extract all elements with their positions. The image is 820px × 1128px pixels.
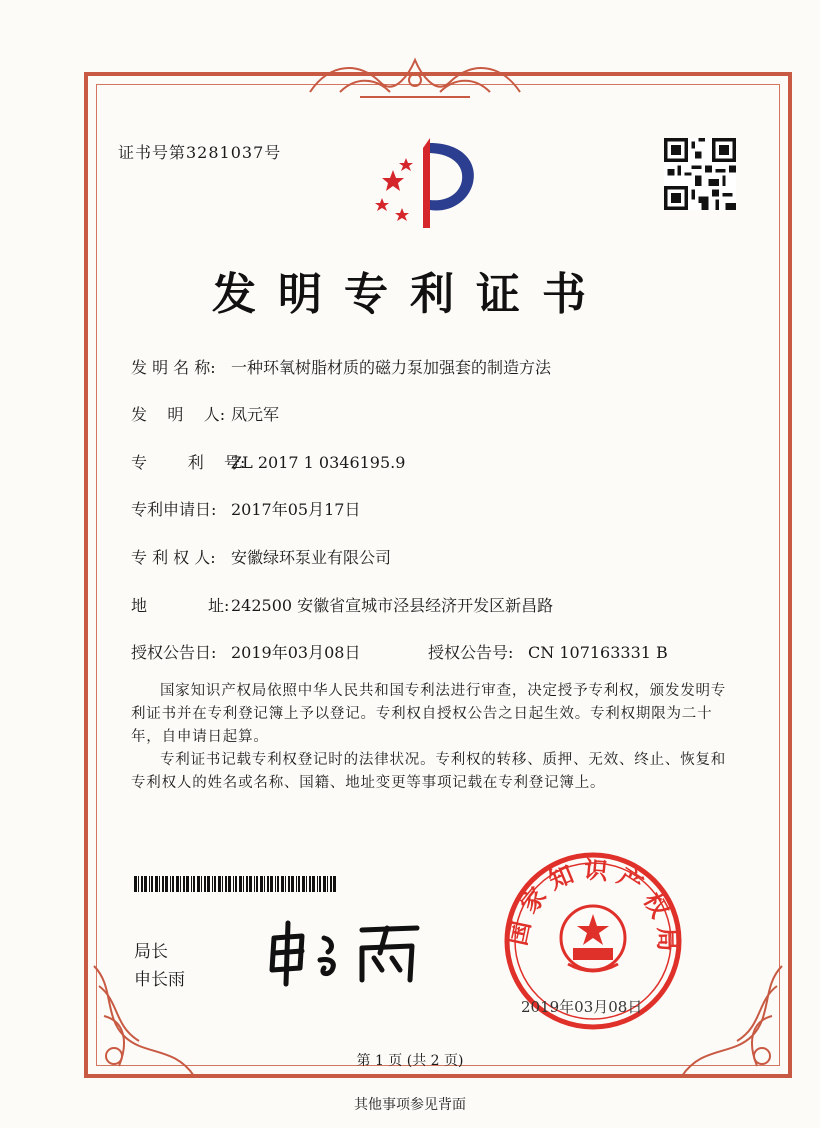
field-value: 242500 安徽省宣城市泾县经济开发区新昌路 bbox=[231, 596, 554, 615]
field-grant-date bbox=[131, 640, 360, 663]
footer-note: 其他事项参见背面 bbox=[354, 1097, 466, 1113]
field-label: 发 明 人: bbox=[131, 405, 226, 424]
field-value: 凤元军 bbox=[231, 405, 280, 424]
field-grant-number bbox=[428, 640, 668, 663]
field-address bbox=[131, 593, 553, 616]
top-ornament-icon bbox=[300, 52, 530, 102]
field-value: CN 107163331 B bbox=[528, 643, 668, 662]
signatory-name: 申长雨 bbox=[134, 970, 185, 990]
certificate-legal-notice-paragraph: 专利证书记载专利权登记时的法律状况。专利权的转移、质押、无效、终止、恢复和专利权人的姓名或名称、国籍、地址变更等事项记载在专利登记簿上。 bbox=[131, 752, 727, 791]
signatory-title: 局长 bbox=[134, 942, 168, 962]
field-patentee bbox=[131, 545, 391, 568]
svg-text:国家知识产权局: 国家知识产权局 bbox=[503, 855, 682, 960]
certificate-statement-paragraph: 国家知识产权局依照中华人民共和国专利法进行审查，决定授予专利权，颁发发明专利证书并在专利登记簿上予以登记。专利权自授权公告之日起生效。专利权期限为二十年，自申请日起算。 bbox=[131, 683, 727, 745]
field-label: 专 利 权 人: bbox=[131, 548, 216, 567]
certificate-number: 证书号第3281037号 bbox=[118, 143, 282, 162]
handwritten-signature bbox=[262, 918, 432, 988]
page-number: 第 1 页 (共 2 页) bbox=[356, 1053, 464, 1069]
field-value: 一种环氧树脂材质的磁力泵加强套的制造方法 bbox=[231, 358, 552, 377]
certificate-title: 发明专利证书 bbox=[212, 269, 608, 320]
qr-code-icon bbox=[664, 138, 736, 210]
field-label: 地 址: bbox=[131, 596, 230, 615]
field-label: 专利申请日: bbox=[131, 500, 217, 519]
field-label: 专 利 号: bbox=[131, 453, 246, 472]
field-value: 2017年05月17日 bbox=[231, 500, 361, 519]
field-patent-number bbox=[131, 450, 405, 473]
field-label: 发 明 名 称: bbox=[131, 358, 216, 377]
patent-office-logo-icon bbox=[368, 128, 488, 238]
field-filing-date bbox=[131, 497, 360, 520]
field-label: 授权公告日: bbox=[131, 643, 217, 662]
field-label: 授权公告号: bbox=[428, 643, 514, 662]
field-inventor bbox=[131, 402, 279, 425]
field-invention-name bbox=[131, 355, 551, 378]
barcode-icon bbox=[134, 876, 336, 892]
field-value: ZL 2017 1 0346195.9 bbox=[231, 453, 406, 472]
seal-date: 2019年03月08日 bbox=[521, 998, 643, 1016]
field-value: 安徽绿环泵业有限公司 bbox=[231, 548, 392, 567]
field-value: 2019年03月08日 bbox=[231, 643, 361, 662]
